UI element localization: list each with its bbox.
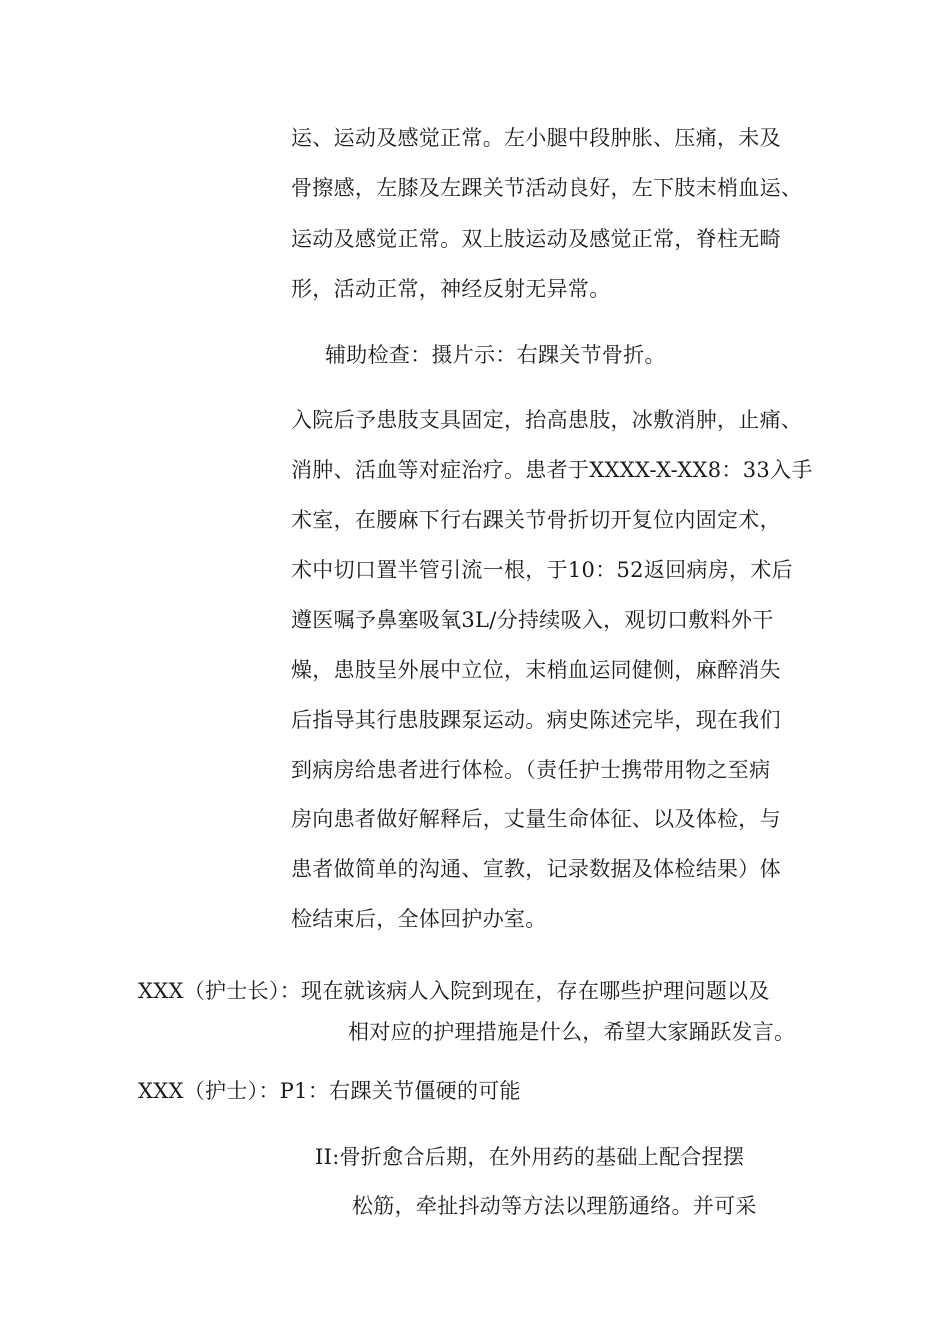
treatment-line-10: 患者做简单的沟通、宣教，记录数据及体检结果）体 xyxy=(291,857,781,881)
measure-line-1: II:骨折愈合后期，在外用药的基础上配合捏摆 xyxy=(315,1145,745,1169)
treatment-line-7: 后指导其行患肢踝泵运动。病史陈述完毕，现在我们 xyxy=(291,708,781,732)
aux-exam-line: 辅助检查：摄片示：右踝关节骨折。 xyxy=(325,343,666,367)
exam-line-1: 运、运动及感觉正常。左小腿中段肿胀、压痛，未及 xyxy=(291,126,781,150)
exam-line-3: 运动及感觉正常。双上肢运动及感觉正常，脊柱无畸 xyxy=(291,227,781,251)
treatment-line-11: 检结束后，全体回护办室。 xyxy=(291,907,547,931)
treatment-line-4: 术中切口置半管引流一根，于10：52返回病房，术后 xyxy=(291,558,793,582)
treatment-line-9: 房向患者做好解释后，丈量生命体征、以及体检，与 xyxy=(291,807,781,831)
treatment-line-5: 遵医嘱予鼻塞吸氧3L/分持续吸入，观切口敷料外干 xyxy=(291,608,774,632)
treatment-line-8: 到病房给患者进行体检。（责任护士携带用物之至病 xyxy=(291,758,771,782)
measure-line-2: 松筋，牵扯抖动等方法以理筋通络。并可采 xyxy=(352,1194,757,1218)
treatment-line-2: 消肿、活血等对症治疗。患者于XXXX-X-XX8：33入手 xyxy=(291,458,813,482)
exam-line-4: 形，活动正常，神经反射无异常。 xyxy=(291,277,611,301)
treatment-line-3: 术室，在腰麻下行右踝关节骨折切开复位内固定术， xyxy=(291,508,781,532)
nurse-line: XXX（护士）：P1：右踝关节僵硬的可能 xyxy=(138,1079,521,1103)
head-nurse-line-2: 相对应的护理措施是什么，希望大家踊跃发言。 xyxy=(348,1020,796,1044)
head-nurse-line-1: XXX（护士长）：现在就该病人入院到现在，存在哪些护理问题以及 xyxy=(138,979,770,1003)
exam-line-2: 骨擦感，左膝及左踝关节活动良好，左下肢末梢血运、 xyxy=(291,176,803,200)
treatment-line-1: 入院后予患肢支具固定，抬高患肢，冰敷消肿，止痛、 xyxy=(291,408,803,432)
treatment-line-6: 燥，患肢呈外展中立位，末梢血运同健侧，麻醉消失 xyxy=(291,658,781,682)
